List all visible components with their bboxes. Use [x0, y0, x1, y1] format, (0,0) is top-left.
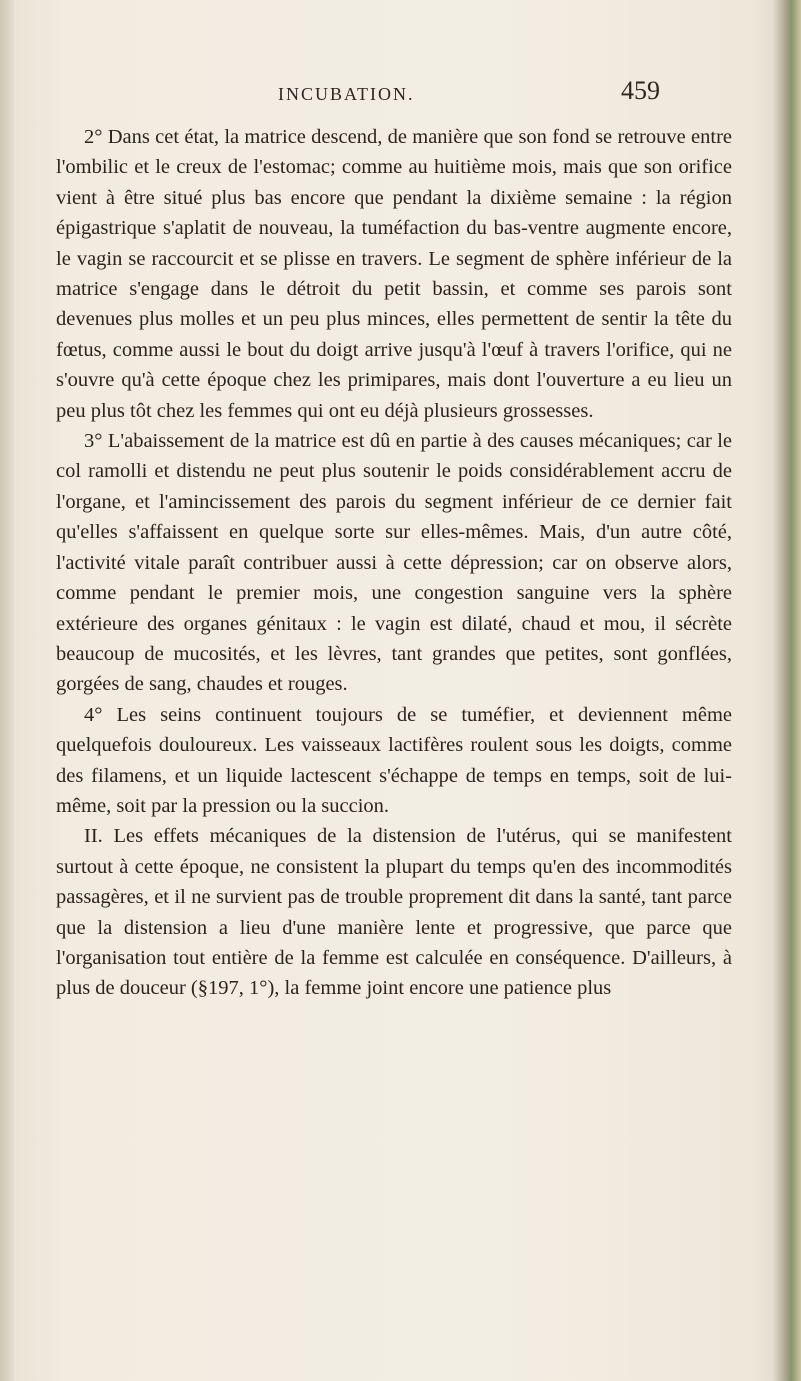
page-gutter-shadow: [0, 0, 14, 1381]
running-title: INCUBATION.: [278, 84, 415, 104]
paragraph-II: II. Les effets mécaniques de la distension de l'utérus, qui se manifestent surtout à cette époque, ne consistent la plupart du temps qu'en des incommodités passagères, et il ne survient pas de trouble proprement dit dans la santé, tant parce que la distension a lieu d'une manière lente et progressive, que parce que l'organisation tout entière de la femme est calculée en conséquence. D'ailleurs, à plus de douceur (§197, 1°), la femme joint encore une patience plus: [56, 825, 732, 1000]
paragraph-4: 4° Les seins continuent toujours de se tuméfier, et deviennent même quelquefois douloureux. Les vaisseaux lactifères roulent sous les doigts, comme des filamens, et un liquide lactescent s'échappe de temps en temps, soit de lui-même, soit par la pression ou la succion.: [56, 703, 732, 817]
page-number: 459: [621, 76, 660, 105]
page-edge: [773, 0, 801, 1381]
page-header: [56, 76, 736, 120]
paragraph-2: 2° Dans cet état, la matrice descend, de manière que son fond se retrouve entre l'ombilic et le creux de l'estomac; comme au huitième mois, mais que son orifice vient à être situé plus bas encore que pendant la dixième semaine : la région épigastrique s'aplatit de nouveau, la tuméfaction du bas-ventre augmente encore, le vagin se raccourcit et se plisse en travers. Le segment de sphère inférieur de la matrice s'engage dans le détroit du petit bassin, et comme ses parois sont devenues plus molles et un peu plus minces, elles permettent de sentir la tête du fœtus, comme aussi le bout du doigt arrive jusqu'à l'œuf à travers l'orifice, qui ne s'ouvre qu'à cette époque chez les primipares, mais dont l'ouverture a eu lieu un peu plus tôt chez les femmes qui ont eu déjà plusieurs grossesses.: [56, 126, 732, 422]
paragraph-3: 3° L'abaissement de la matrice est dû en partie à des causes mécaniques; car le col ramolli et distendu ne peut plus soutenir le poids considérablement accru de l'organe, et l'amincissement des parois du segment inférieur de ce dernier fait qu'elles s'affaissent en quelque sorte sur elles-mêmes. Mais, d'un autre côté, l'activité vitale paraît contribuer aussi à cette dépression; car on observe alors, comme pendant le premier mois, une congestion sanguine vers la sphère extérieure des organes génitaux : le vagin est dilaté, chaud et mou, il sécrète beaucoup de mucosités, et les lèvres, tant grandes que petites, sont gonflées, gorgées de sang, chaudes et rouges.: [56, 430, 732, 696]
body-text: [56, 122, 732, 1004]
